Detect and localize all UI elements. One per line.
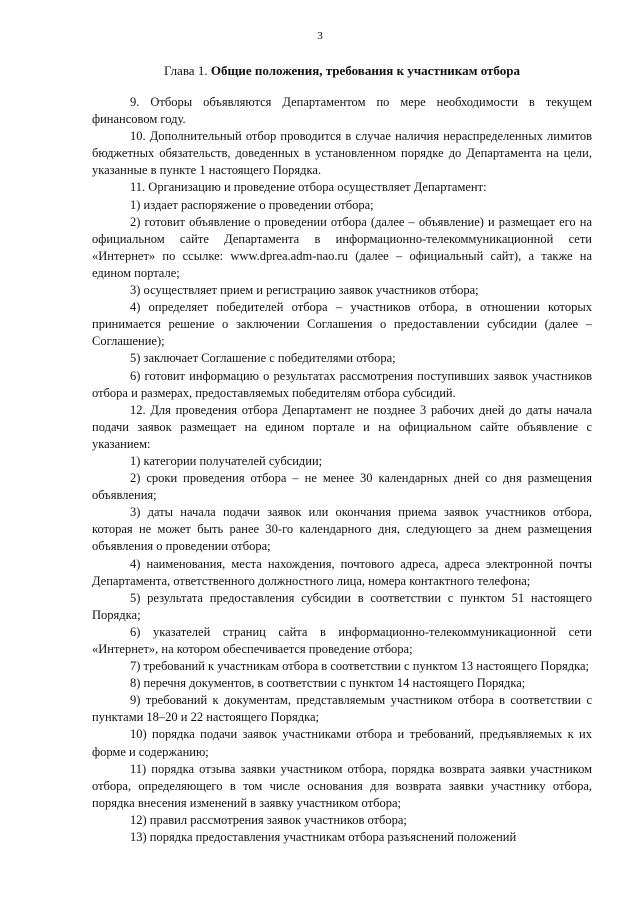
chapter-prefix: Глава 1. bbox=[164, 63, 211, 78]
list-item: 4) наименования, места нахождения, почтового адреса, адреса электронной почты Департамента, ответственного должностного лица, номера контактного телефона; bbox=[92, 556, 592, 588]
list-item: 1) категории получателей субсидии; bbox=[130, 453, 323, 468]
chapter-heading bbox=[92, 62, 592, 80]
list-item: 6) готовит информацию о результатах рассмотрения поступивших заявок участников отбора и размерах, предоставляемых победителям отбора субсидий. bbox=[92, 368, 592, 400]
list-item: 5) заключает Соглашение с победителями отбора; bbox=[130, 351, 396, 366]
list-item: 13) порядка предоставления участникам отбора разъяснений положений bbox=[130, 830, 517, 845]
list-item: 12) правил рассмотрения заявок участников отбора; bbox=[130, 812, 407, 827]
paragraph: 12. Для проведения отбора Департамент не позднее 3 рабочих дней до даты начала подачи заявок размещает на едином портале и на официальном сайте объявление с указанием: bbox=[92, 402, 592, 451]
paragraph: 9. Отборы объявляются Департаментом по мере необходимости в текущем финансовом году. bbox=[92, 95, 592, 127]
list-item: 3) осуществляет прием и регистрацию заявок участников отбора; bbox=[130, 283, 479, 298]
list-item: 1) издает распоряжение о проведении отбора; bbox=[130, 197, 374, 212]
list-item: 3) даты начала подачи заявок или окончания приема заявок участников отбора, которая не может быть ранее 30-го календарного дня, следующего за днем размещения объявления о проведении отбора; bbox=[92, 505, 592, 554]
list-item: 10) порядка подачи заявок участниками отбора и требований, предъявляемых к их форме и содержанию; bbox=[92, 727, 592, 759]
list-item: 9) требований к документам, представляемым участником отбора в соответствии с пунктами 18–20 и 22 настоящего Порядка; bbox=[92, 693, 592, 725]
paragraph: 10. Дополнительный отбор проводится в случае наличия нераспределенных лимитов бюджетных обязательств, доведенных в установленном порядке до Департамента на цели, указанные в пункте 1 настоящего Порядка. bbox=[92, 129, 592, 178]
list-item: 11) порядка отзыва заявки участником отбора, порядка возврата заявки участником отбора, определяющего в том числе основания для возврата заявки участнику отбора, порядка внесения изменений в заявку участником отбора; bbox=[92, 761, 592, 810]
list-item: 2) готовит объявление о проведении отбора (далее – объявление) и размещает его на официальном сайте Департамента в информационно-телекоммуникационной сети «Интернет» по ссылке: www.dprea.adm-nao.ru (далее – официальный сайт), а также на едином портале; bbox=[92, 214, 592, 280]
list-item: 4) определяет победителей отбора – участников отбора, в отношении которых принимается решение о заключении Соглашения о предоставлении субсидии (далее – Соглашение); bbox=[92, 300, 592, 349]
document-body bbox=[92, 94, 592, 846]
list-item: 2) сроки проведения отбора – не менее 30 календарных дней со дня размещения объявления; bbox=[92, 471, 592, 503]
page-number: 3 bbox=[317, 30, 323, 42]
list-item: 6) указателей страниц сайта в информационно-телекоммуникационной сети «Интернет», на котором обеспечивается проведение отбора; bbox=[92, 624, 592, 656]
list-item: 7) требований к участникам отбора в соответствии с пунктом 13 настоящего Порядка; bbox=[130, 659, 589, 674]
list-item: 5) результата предоставления субсидии в соответствии с пунктом 51 настоящего Порядка; bbox=[92, 590, 592, 622]
list-item: 8) перечня документов, в соответствии с пунктом 14 настоящего Порядка; bbox=[130, 676, 526, 691]
chapter-title: Общие положения, требования к участникам отбора bbox=[210, 63, 520, 78]
paragraph: 11. Организацию и проведение отбора осуществляет Департамент: bbox=[130, 180, 487, 195]
